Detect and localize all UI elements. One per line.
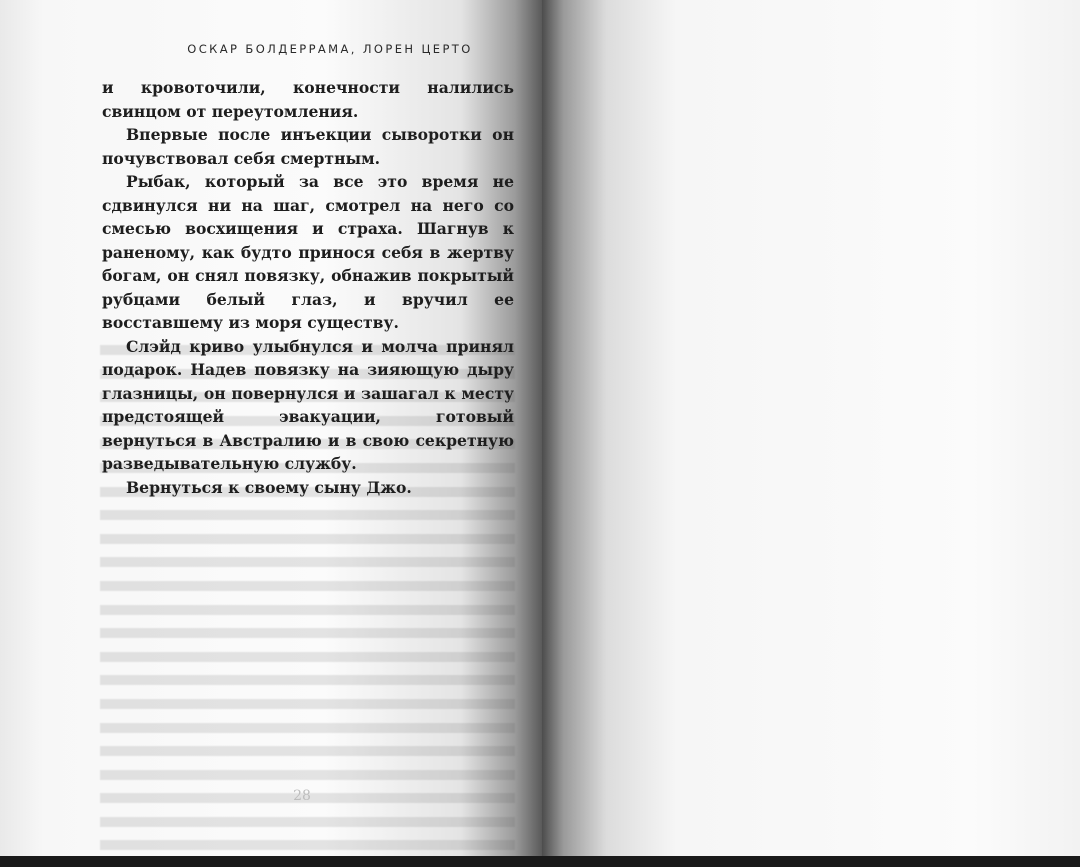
paragraph: Вернуться к своему сыну Джо. (126, 477, 412, 497)
paragraph: Слэйд криво улыбнулся и молча принял подарок. Надев повязку на зияющую дыру глазницы, он повернулся и зашагал к месту предстоящей эвакуации, готовый вернуться в Австралию и в свою секретную разведывательную службу. (102, 336, 514, 473)
paragraph: и кровоточили, конечности налились свинцом от переутомления. (102, 78, 514, 121)
page-number-left: 28 (293, 788, 311, 804)
left-page (0, 0, 542, 860)
right-page (542, 0, 1080, 860)
running-head: ОСКАР БОЛДЕРРАМА, ЛОРЕН ЦЕРТО (187, 42, 473, 56)
left-body-text (102, 76, 514, 499)
paragraph: Впервые после инъекции сыворотки он почувствовал себя смертным. (102, 125, 514, 168)
paragraph: Рыбак, который за все это время не сдвинулся ни на шаг, смотрел на него со смесью восхищения и страха. Шагнув к раненому, как будто принося себя в жертву богам, он снял повязку, обнажив покрытый рубцами белый глаз, и вручил ее восставшему из моря существу. (102, 172, 514, 332)
page-edge-shadow (0, 856, 1080, 867)
